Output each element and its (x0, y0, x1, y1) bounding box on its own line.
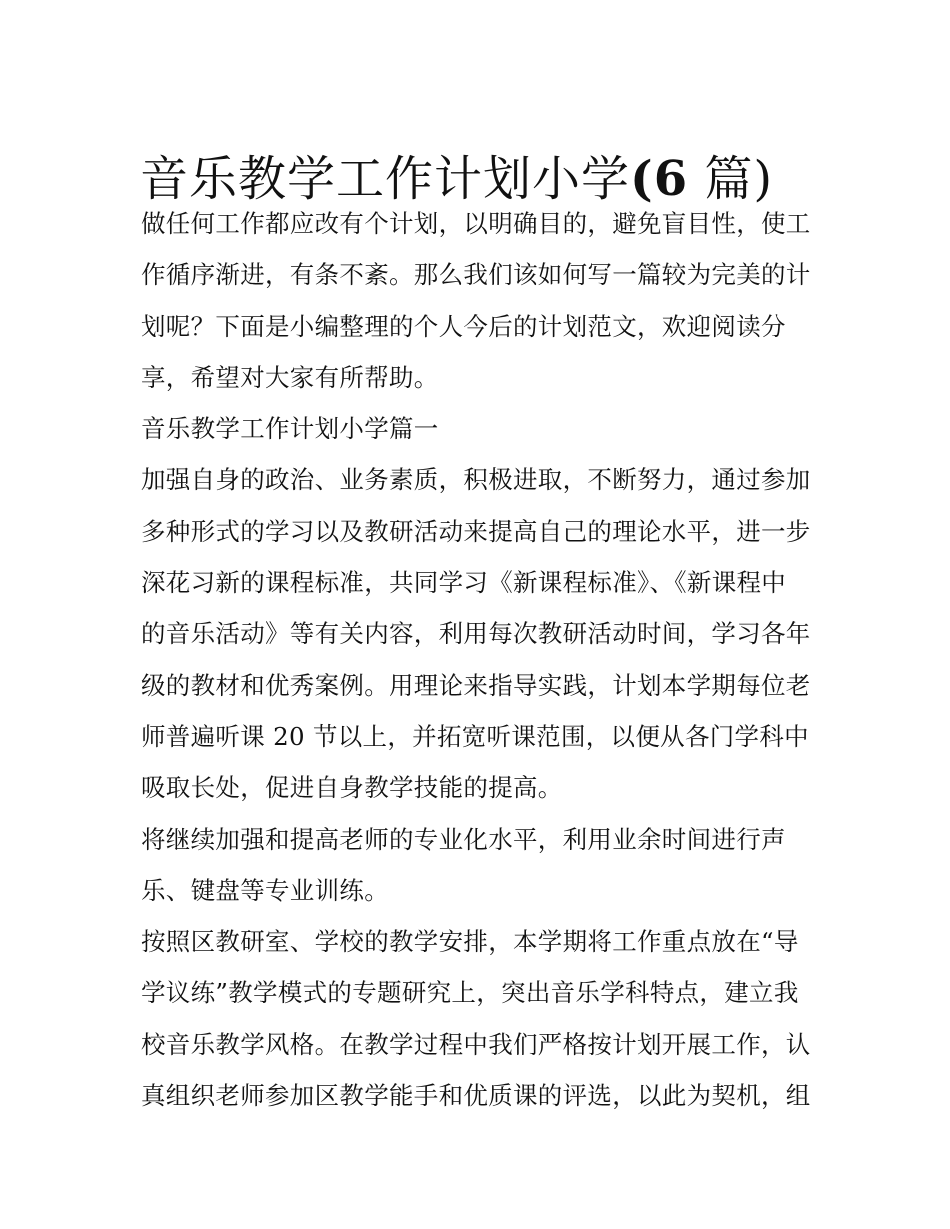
text-line: 校音乐教学风格。在教学过程中我们严格按计划开展工作，认 (141, 1029, 811, 1059)
text-line: 做任何工作都应改有个计划，以明确目的，避免盲目性，使工 (141, 209, 811, 238)
text-line: 音乐教学工作计划小学篇一 (141, 414, 439, 444)
text-line: 乐、键盘等专业训练。 (141, 875, 389, 905)
text-line: 将继续加强和提高老师的专业化水平，利用业余时间进行声 (141, 824, 786, 854)
text-line: 作循序渐进，有条不紊。那么我们该如何写一篇较为完美的计 (141, 260, 811, 290)
document-body (141, 198, 821, 1121)
title-text: 音乐教学工作计划小学 (140, 151, 631, 208)
text-line: 的音乐活动》等有关内容，利用每次教研活动时间，学习各年 (141, 619, 811, 649)
title-count: 6 (653, 151, 689, 208)
text-line: 学议练”教学模式的专题研究上，突出音乐学科特点，建立我 (141, 978, 799, 1008)
body-paragraph (141, 916, 821, 1121)
intro-paragraph (141, 198, 821, 403)
title-suffix: 篇) (688, 151, 774, 208)
text-line: 师普遍听课 20 节以上，并拓宽听课范围，以便从各门学科中 (141, 721, 809, 751)
body-paragraph (141, 814, 821, 917)
text-line: 划呢？下面是小编整理的个人今后的计划范文，欢迎阅读分 (141, 311, 786, 341)
text-line: 加强自身的政治、业务素质，积极进取，不断努力，通过参加 (141, 465, 811, 495)
text-line: 享，希望对大家有所帮助。 (141, 362, 439, 392)
body-paragraph (141, 454, 821, 813)
text-line: 深花习新的课程标准，共同学习《新课程标准》、《新课程中 (141, 568, 787, 598)
section-heading (141, 403, 821, 454)
text-line: 按照区教研室、学校的教学安排，本学期将工作重点放在“导 (141, 927, 799, 957)
text-line: 级的教材和优秀案例。用理论来指导实践，计划本学期每位老 (141, 670, 811, 700)
text-line: 真组织老师参加区教学能手和优质课的评选，以此为契机，组 (141, 1081, 811, 1111)
title-paren-open: ( (630, 151, 654, 208)
text-line: 吸取长处，促进自身教学技能的提高。 (141, 773, 563, 803)
text-line: 多种形式的学习以及教研活动来提高自己的理论水平，进一步 (141, 516, 811, 546)
